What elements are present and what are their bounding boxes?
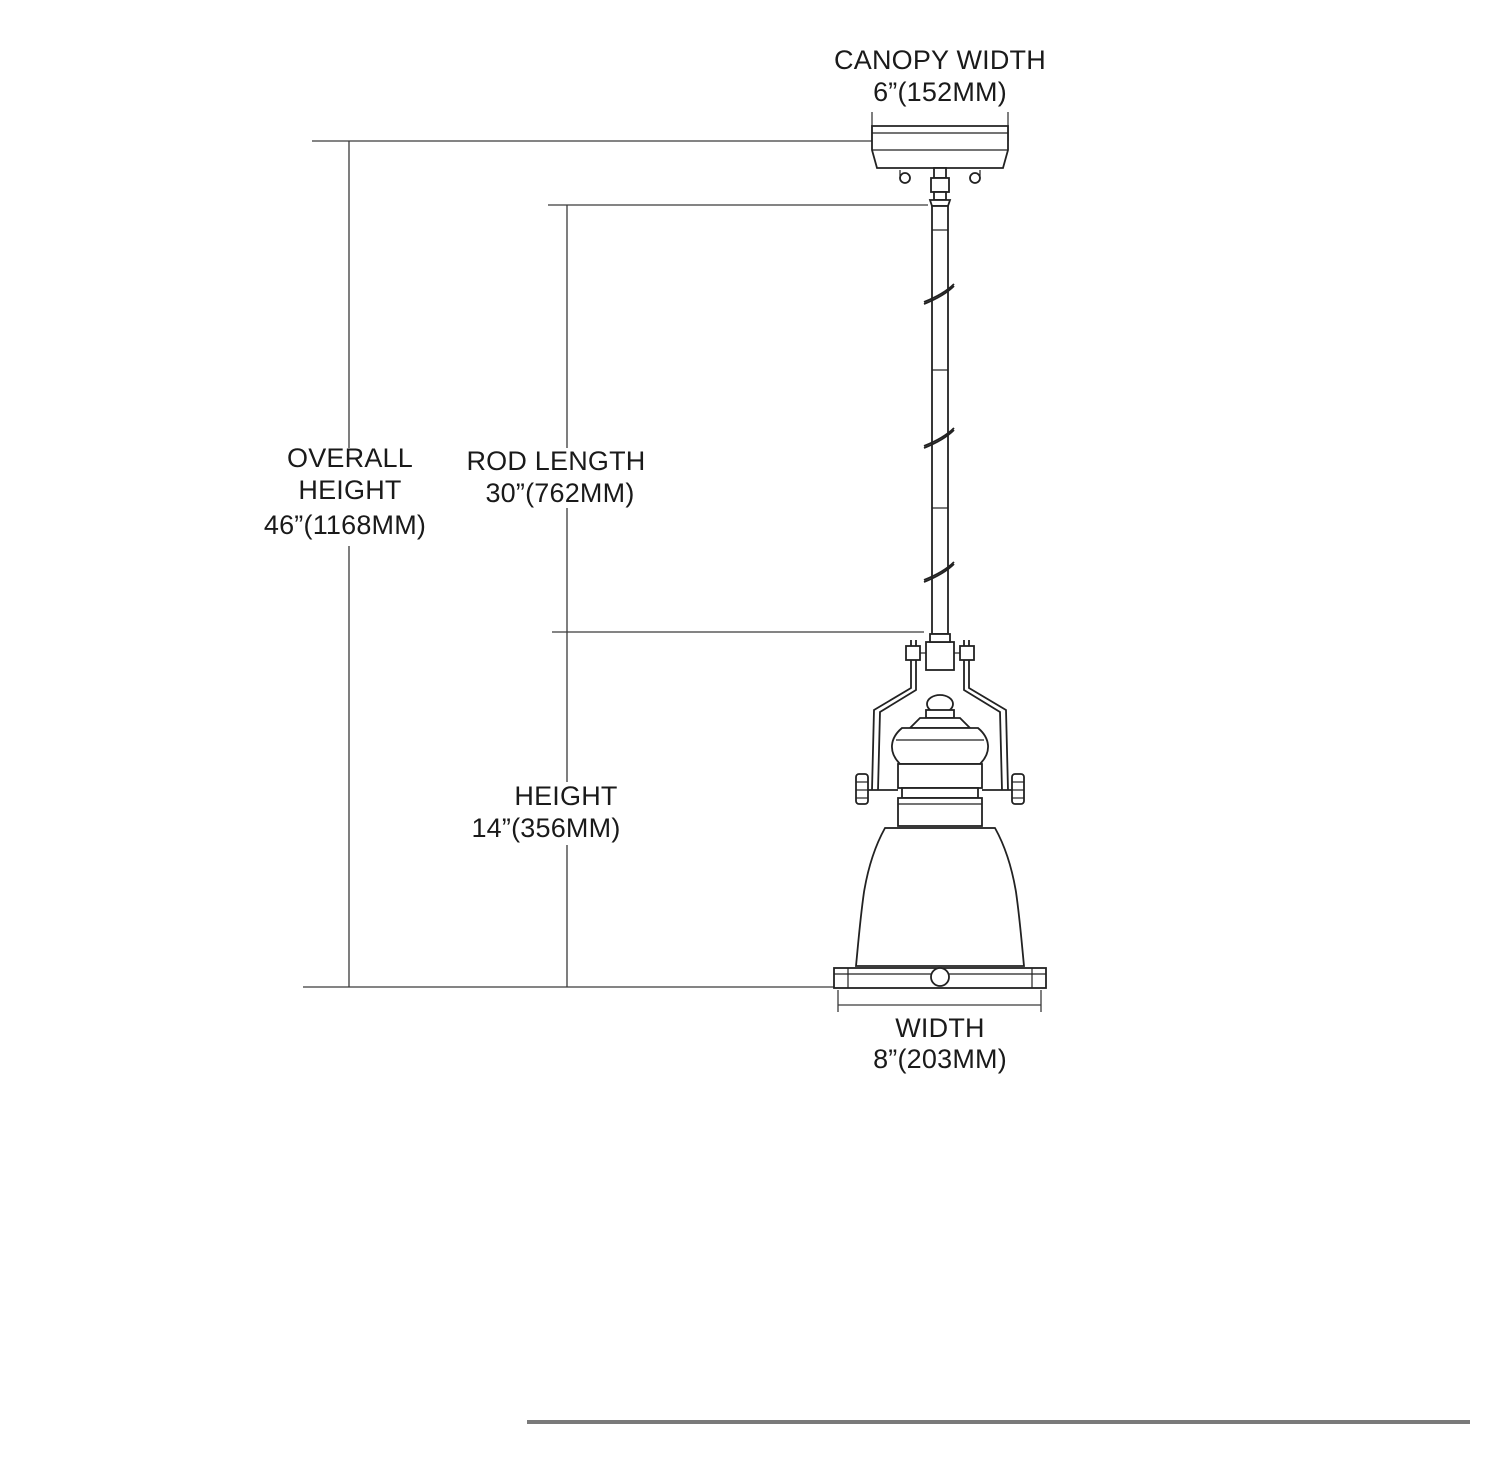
- overall-height-label-line2: HEIGHT: [298, 475, 402, 505]
- width-label: WIDTH: [895, 1013, 985, 1043]
- height-label: HEIGHT: [514, 781, 618, 811]
- canopy-width-label: CANOPY WIDTH: [834, 45, 1046, 75]
- canopy: [872, 126, 1008, 206]
- overall-height-value: 46”(1168MM): [263, 510, 427, 540]
- canopy-width-value: 6”(152MM): [873, 77, 1007, 107]
- height-value: 14”(356MM): [471, 813, 621, 843]
- rod-length-label: ROD LENGTH: [466, 446, 646, 476]
- overall-height-label-line1: OVERALL: [287, 443, 413, 473]
- down-rod: [924, 206, 954, 634]
- width-value: 8”(203MM): [873, 1044, 1007, 1074]
- shade: [834, 695, 1046, 988]
- footer-rule: [527, 1420, 1470, 1424]
- rod-length-value: 30”(762MM): [485, 478, 635, 508]
